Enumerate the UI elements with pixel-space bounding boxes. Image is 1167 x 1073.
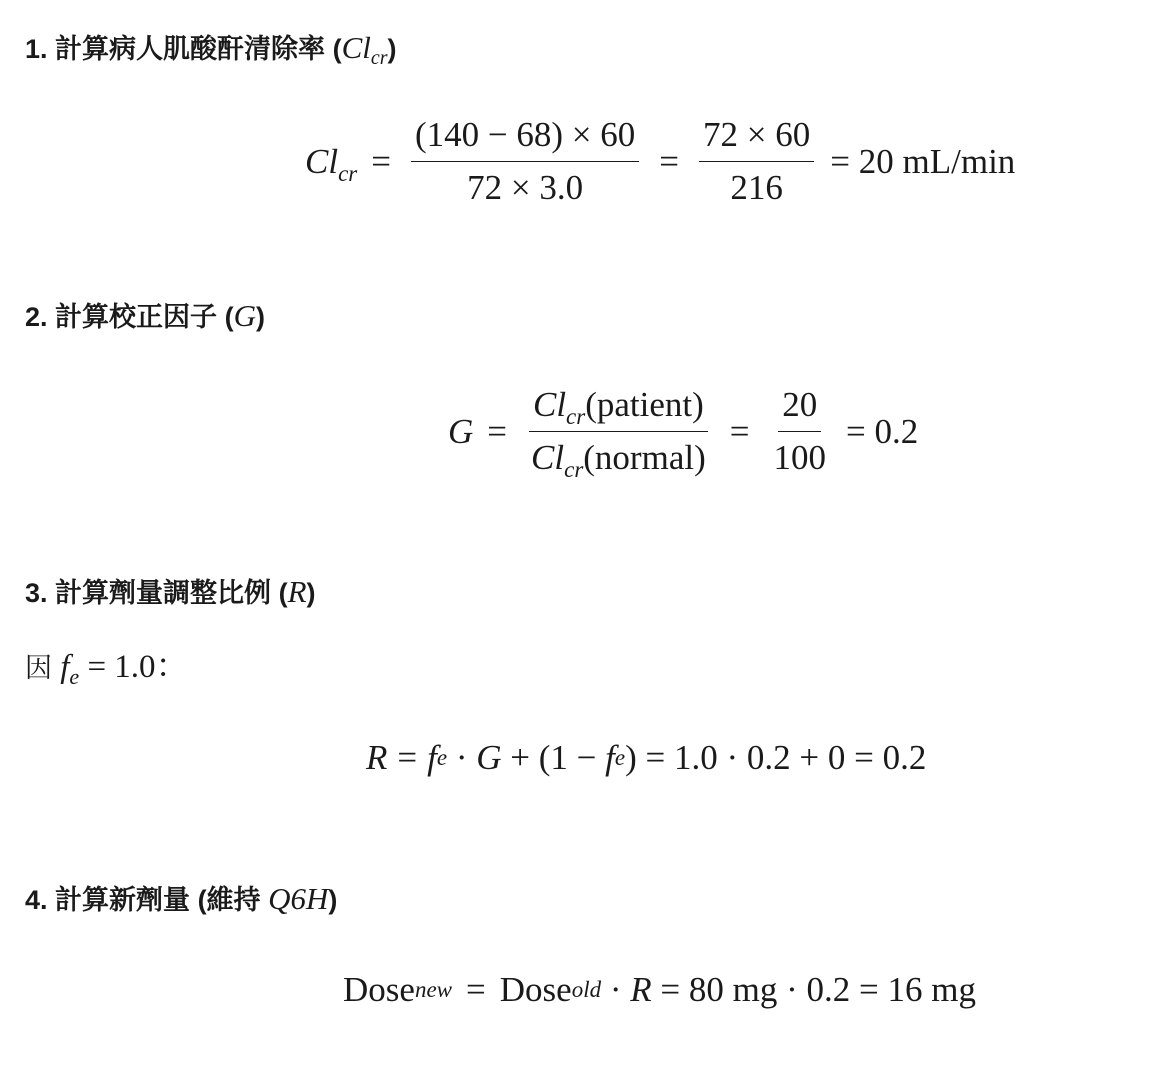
step-3-heading bbox=[25, 575, 316, 610]
step-title: 計算劑量調整比例 bbox=[55, 578, 272, 608]
equation-adjustment-ratio: R = f e · G + (1 − f e ) = 1.0 · 0.2 + 0 = 0.2 bbox=[366, 738, 927, 777]
eq1-equals-2: = bbox=[659, 141, 680, 181]
eq1-fraction-2 bbox=[699, 113, 814, 210]
symbol-sub: cr bbox=[370, 47, 388, 69]
eq2-fraction-1 bbox=[527, 383, 710, 480]
eq1-lhs bbox=[305, 141, 358, 186]
eq3-close-rest: ) = 1.0 · 0.2 + 0 = 0.2 bbox=[625, 738, 927, 777]
step-title: 計算病人肌酸酐清除率 bbox=[55, 34, 326, 64]
eq2-num-tail: (patient) bbox=[585, 385, 704, 424]
paren-open: ( bbox=[332, 34, 342, 64]
heading-symbol: G bbox=[233, 298, 256, 333]
note-rest: = 1.0： bbox=[79, 649, 189, 685]
eq1-frac1-denominator: 72 × 3.0 bbox=[467, 168, 584, 207]
step-2-heading bbox=[25, 299, 265, 334]
eq2-fraction-2 bbox=[769, 383, 830, 480]
equation-new-dose: Dose new = Dose old · R = 80 mg · 0.2 = 16 mg bbox=[343, 970, 976, 1009]
eq3-lhs: R bbox=[366, 738, 388, 777]
eq1-frac2-numerator: 72 × 60 bbox=[699, 113, 814, 162]
step-number: 3. bbox=[25, 578, 48, 608]
heading-symbol: R bbox=[287, 574, 307, 609]
note-prefix: 因 bbox=[25, 653, 52, 684]
eq2-frac2-numerator: 20 bbox=[778, 383, 821, 432]
eq3-g: G bbox=[476, 738, 502, 777]
eq2-den-tail: (normal) bbox=[583, 438, 706, 477]
eq2-den-main: Cl bbox=[531, 438, 565, 477]
eq1-fraction-1 bbox=[411, 113, 639, 210]
heading-symbol bbox=[341, 30, 388, 69]
step-4-heading bbox=[25, 882, 337, 917]
eq2-num-sub: cr bbox=[566, 404, 586, 429]
equation-correction-factor bbox=[448, 383, 928, 480]
eq3-f2: f bbox=[605, 738, 615, 777]
eq1-result: = 20 mL/min bbox=[830, 141, 1016, 181]
equation-creatinine-clearance bbox=[305, 113, 1025, 210]
eq2-equals: = bbox=[487, 411, 508, 451]
note-f: f bbox=[60, 649, 70, 685]
paren-close: ) bbox=[387, 34, 397, 64]
eq3-dot: · bbox=[447, 738, 477, 777]
eq2-frac1-denominator bbox=[527, 432, 710, 480]
step-number: 4. bbox=[25, 885, 48, 915]
eq3-plus-open: + (1 − bbox=[501, 738, 606, 777]
paren-open: ( bbox=[224, 302, 234, 332]
eq4-lhs-main: Dose bbox=[343, 970, 415, 1009]
eq2-lhs: G bbox=[448, 411, 474, 451]
note-f-sub: e bbox=[69, 664, 80, 689]
paren-close: ) bbox=[255, 302, 265, 332]
step-title: 計算校正因子 bbox=[55, 302, 218, 332]
symbol-main: Cl bbox=[341, 30, 371, 65]
step-number: 2. bbox=[25, 302, 48, 332]
step-1-heading bbox=[25, 31, 397, 75]
eq1-lhs-sub: cr bbox=[338, 160, 358, 186]
eq2-equals-2: = bbox=[729, 411, 750, 451]
eq4-r: R bbox=[630, 970, 652, 1009]
eq2-result: = 0.2 bbox=[845, 411, 919, 451]
heading-symbol: Q6H bbox=[268, 881, 329, 916]
eq2-frac2-denominator: 100 bbox=[773, 438, 826, 477]
eq4-dot: · bbox=[601, 970, 631, 1009]
eq2-num-main: Cl bbox=[532, 385, 567, 424]
eq1-lhs-main: Cl bbox=[305, 141, 339, 181]
eq4-mid-main: Dose bbox=[499, 970, 572, 1009]
step-title: 計算新劑量 bbox=[55, 885, 191, 915]
paren-open: ( bbox=[278, 578, 288, 608]
eq4-equals: = bbox=[466, 970, 486, 1009]
step-3-note bbox=[25, 640, 189, 687]
eq2-frac1-numerator bbox=[529, 383, 708, 432]
eq1-equals: = bbox=[371, 141, 391, 181]
eq2-den-sub: cr bbox=[564, 457, 584, 482]
eq4-rest: = 80 mg · 0.2 = 16 mg bbox=[651, 970, 976, 1009]
paren-close: ) bbox=[306, 578, 316, 608]
paren-open: ( bbox=[197, 885, 207, 915]
eq3-equals: = bbox=[397, 738, 418, 777]
eq1-frac1-numerator: (140 − 68) × 60 bbox=[411, 113, 639, 162]
paren-close: ) bbox=[328, 885, 338, 915]
step-number: 1. bbox=[25, 34, 48, 64]
eq1-frac2-denominator: 216 bbox=[730, 168, 783, 207]
step-title-suffix: 維持 bbox=[206, 885, 261, 915]
eq3-f: f bbox=[427, 738, 437, 777]
